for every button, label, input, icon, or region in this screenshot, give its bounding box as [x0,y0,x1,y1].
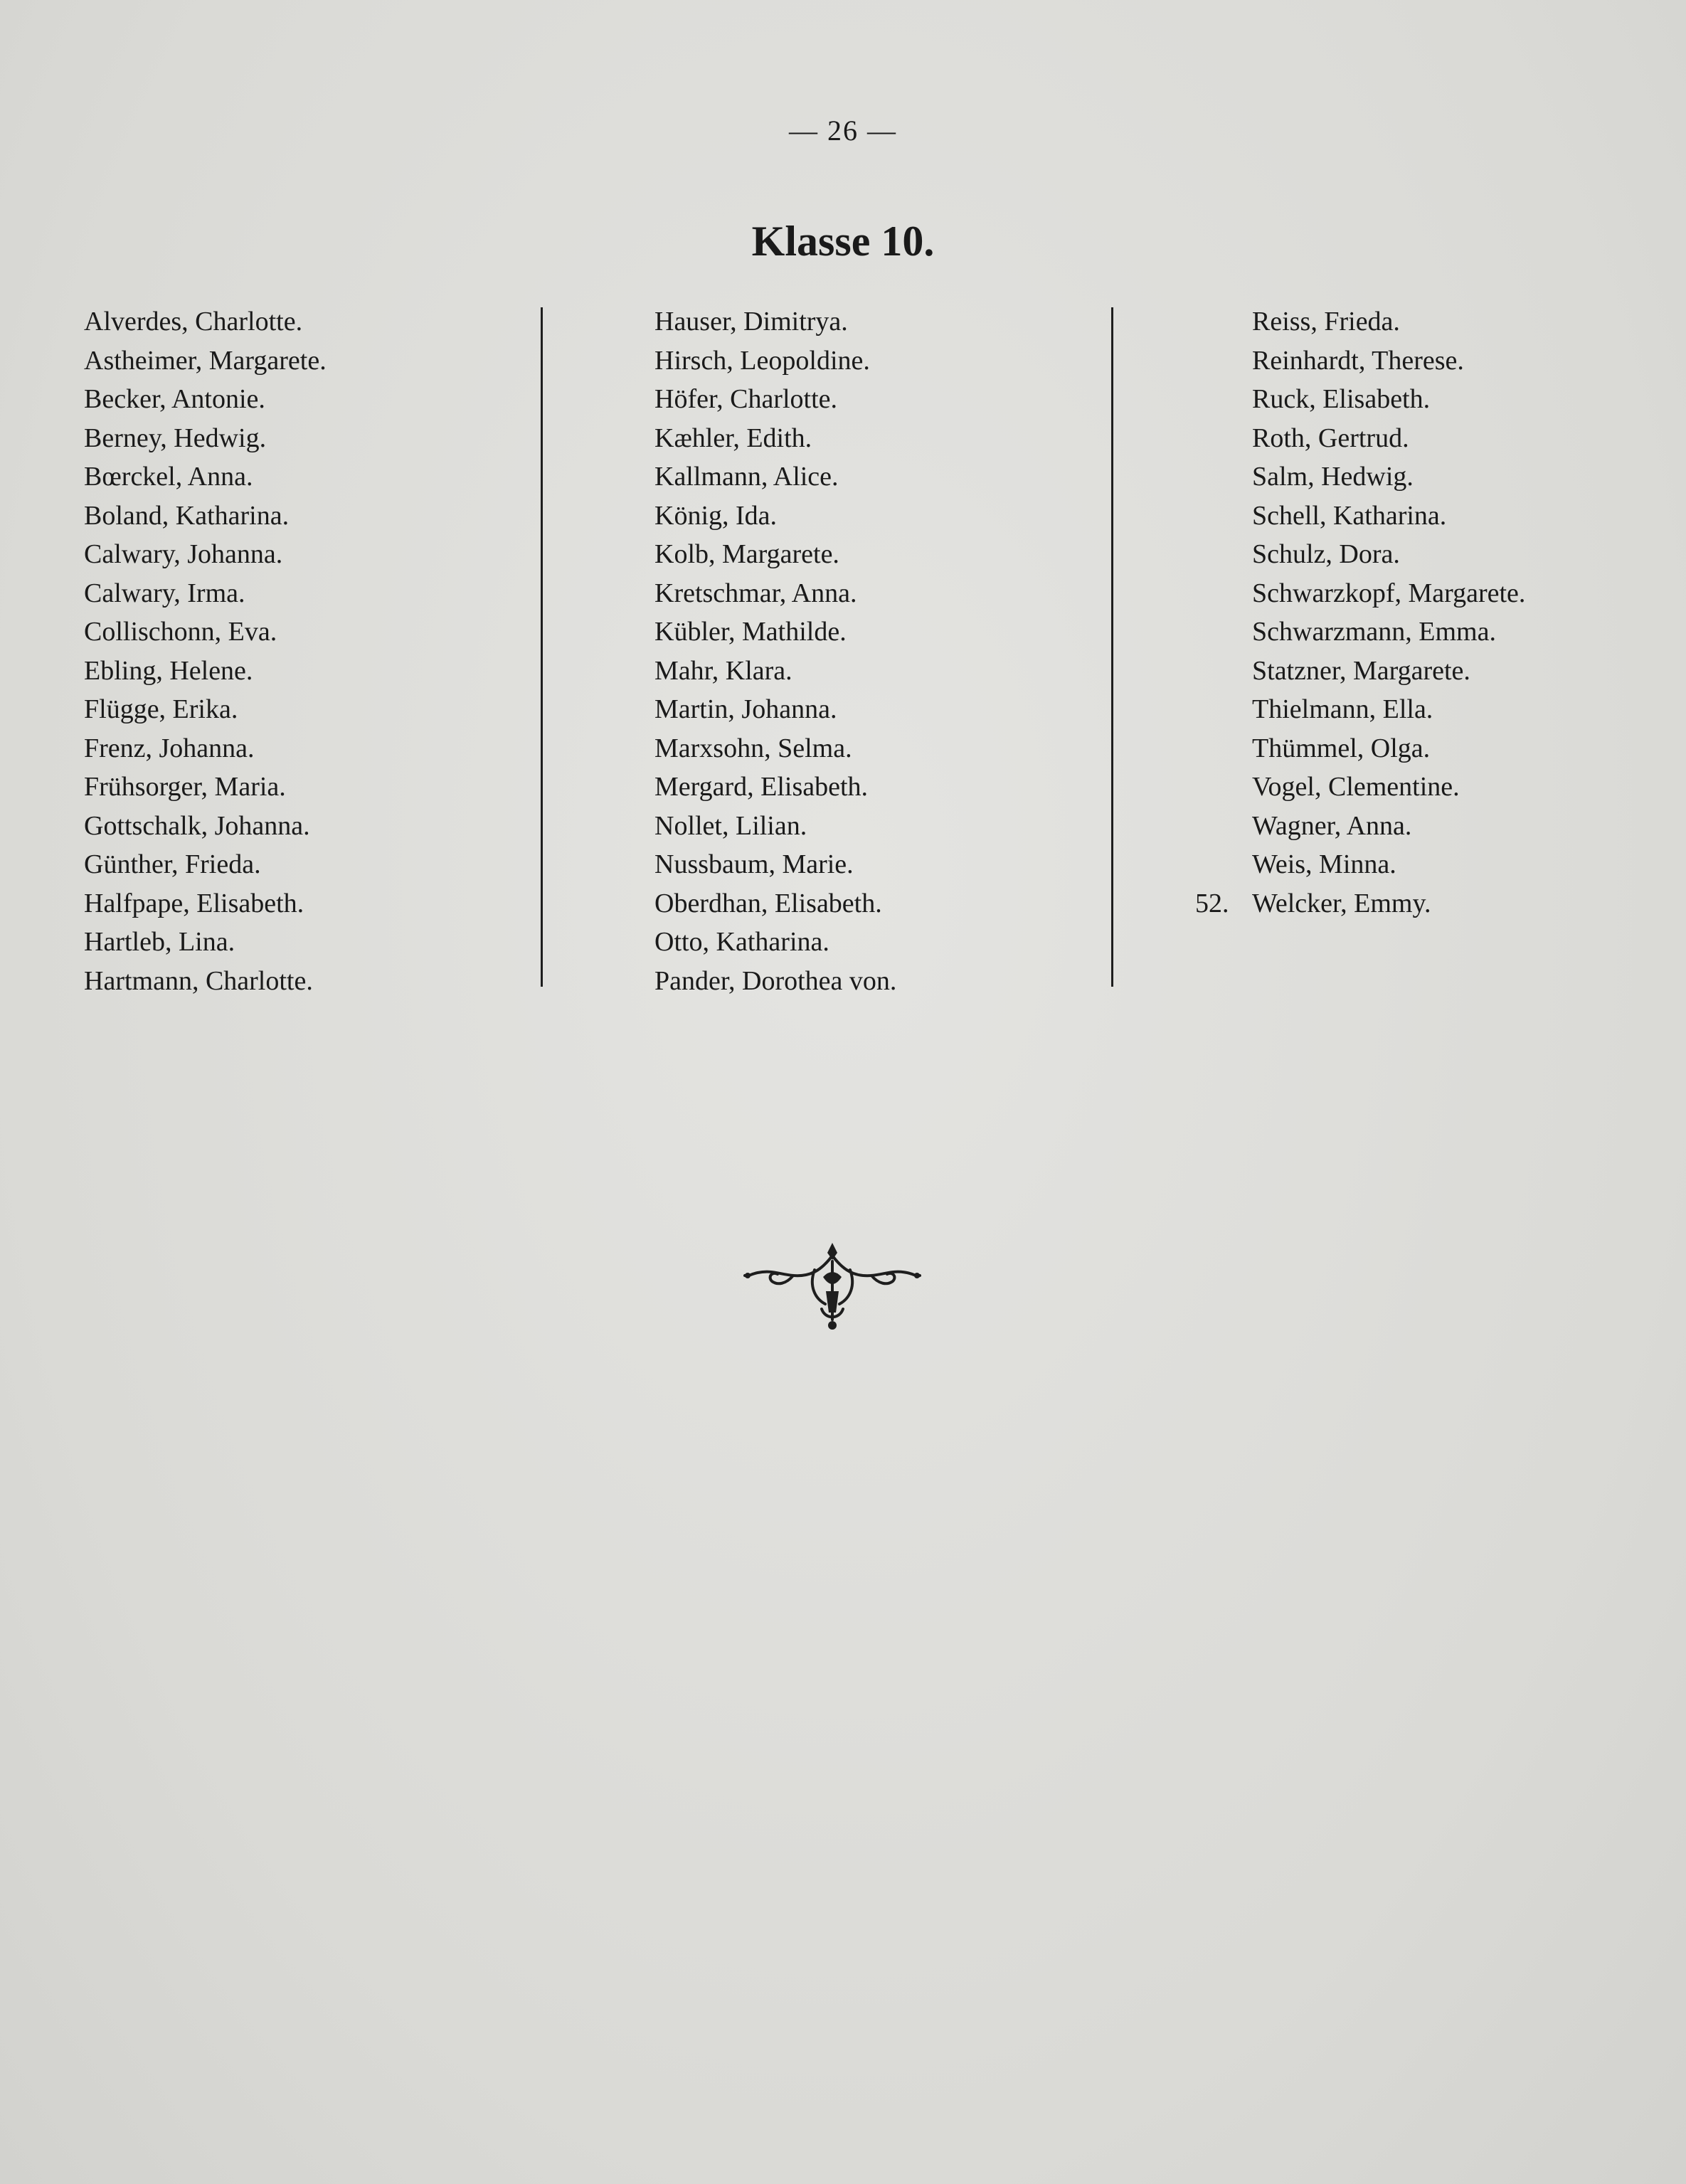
student-name: Nussbaum, Marie. [654,849,854,879]
name-column-right [1195,302,1525,923]
student-name: Alverdes, Charlotte. [84,307,303,336]
student-name: Nollet, Lilian. [654,810,807,841]
student-name: Weis, Minna. [1252,849,1396,879]
student-name: Becker, Antonie. [84,384,265,414]
student-name: Kæhler, Edith. [654,423,812,453]
student-name: Boland, Katharina. [84,500,290,531]
student-name: Hirsch, Leopoldine. [654,345,870,376]
student-name: Kretschmar, Anna. [654,578,857,608]
total-count-marker: 52. [1195,888,1229,918]
student-name: Flügge, Erika. [84,694,238,724]
student-name: Frenz, Johanna. [84,733,255,763]
student-name: Frühsorger, Maria. [84,772,286,802]
name-column-middle [654,302,896,1000]
student-name: Thielmann, Ella. [1252,694,1433,724]
decorative-scroll-ornament-icon [743,1241,921,1334]
student-name: Reiss, Frieda. [1252,307,1400,336]
student-name: Salm, Hedwig. [1252,462,1414,492]
student-name: Ebling, Helene. [84,655,253,686]
student-name: Calwary, Irma. [84,578,245,608]
student-name: Otto, Katharina. [654,927,829,957]
student-name: Thümmel, Olga. [1252,733,1431,763]
student-name: Mahr, Klara. [654,655,792,686]
student-name: Mergard, Elisabeth. [654,772,869,802]
student-name: Berney, Hedwig. [84,423,267,453]
student-name: Kübler, Mathilde. [654,617,847,647]
class-heading: Klasse 10. [751,218,935,265]
student-name: Martin, Johanna. [654,694,837,724]
student-name: Schwarzkopf, Margarete. [1252,578,1526,608]
student-name: Kolb, Margarete. [654,539,839,569]
student-name: Günther, Frieda. [84,849,261,879]
student-name: Statzner, Margarete. [1252,655,1470,686]
student-name: Hauser, Dimitrya. [654,307,848,336]
student-name: Collischonn, Eva. [84,617,277,647]
student-name: Oberdhan, Elisabeth. [654,888,882,918]
student-name: Roth, Gertrud. [1252,423,1409,453]
student-name: Calwary, Johanna. [84,539,283,569]
student-name: König, Ida. [654,500,778,531]
student-name: Reinhardt, Therese. [1252,345,1464,376]
page-number: — 26 — [789,115,897,147]
student-name: Gottschalk, Johanna. [84,810,310,841]
student-name: Höfer, Charlotte. [654,384,838,414]
student-name-last [1195,884,1525,923]
name-column-left [84,302,327,1000]
student-name: Wagner, Anna. [1252,810,1412,841]
column-divider [1111,307,1113,987]
student-name: Kallmann, Alice. [654,462,839,492]
student-name: Marxsohn, Selma. [654,733,852,763]
student-name: Astheimer, Margarete. [84,345,327,376]
student-name: Schwarzmann, Emma. [1252,617,1496,647]
student-name: Ruck, Elisabeth. [1252,384,1431,414]
student-name: Halfpape, Elisabeth. [84,888,304,918]
student-name: Schulz, Dora. [1252,539,1400,569]
student-name: Welcker, Emmy. [1252,888,1431,918]
column-divider [541,307,543,987]
student-name: Hartleb, Lina. [84,927,235,957]
student-name: Hartmann, Charlotte. [84,965,313,996]
student-name: Vogel, Clementine. [1252,772,1460,802]
student-name: Schell, Katharina. [1252,500,1447,531]
student-name: Bœrckel, Anna. [84,462,253,492]
student-name: Pander, Dorothea von. [654,965,897,996]
